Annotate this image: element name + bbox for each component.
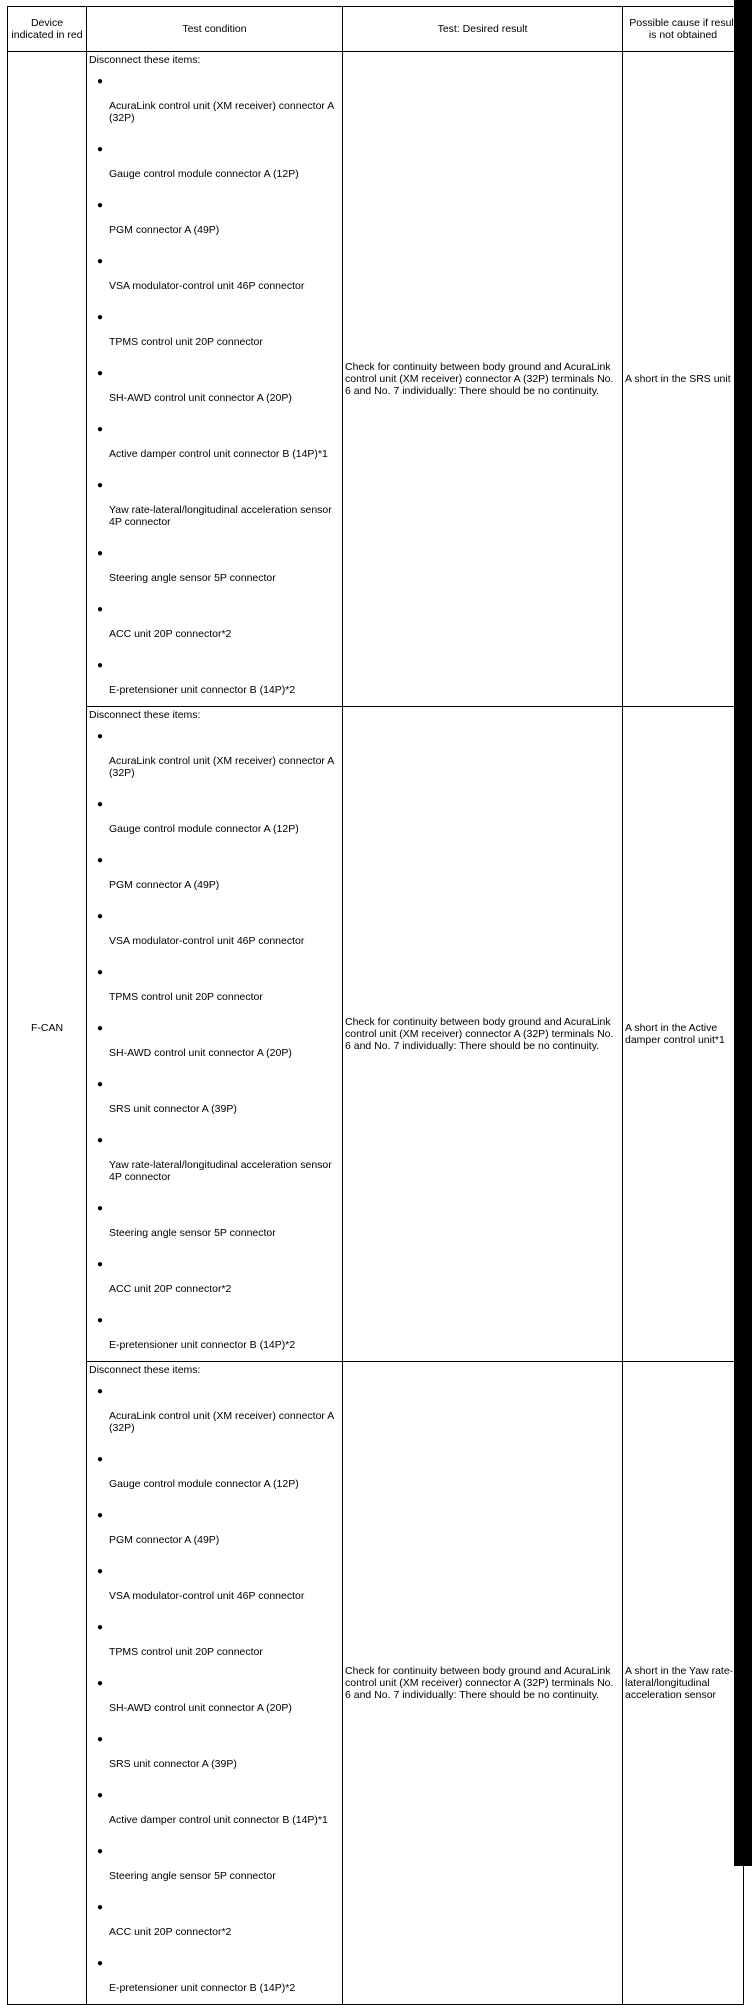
- result-cell: Check for continuity between body ground and AcuraLink control unit (XM receiver) connector A (32P) terminals No. 6 and No. 7 individually: There should be no continuity.: [343, 707, 623, 1362]
- list-item: [89, 1892, 342, 1948]
- bullet-icon: ●: [97, 1315, 104, 1326]
- item-text: SRS unit connector A (39P): [109, 1103, 237, 1115]
- item-text: E-pretensioner unit connector B (14P)*2: [109, 1982, 296, 1994]
- list-item: [89, 1249, 342, 1305]
- bullet-icon: ●: [97, 1079, 104, 1090]
- condition-cell: [87, 52, 343, 707]
- bullet-icon: ●: [97, 480, 104, 491]
- item-text: SH-AWD control unit connector A (20P): [109, 1047, 292, 1059]
- item-text: AcuraLink control unit (XM receiver) connector A (32P): [109, 100, 334, 124]
- device-cell: F-CAN: [8, 52, 87, 2005]
- list-item: [89, 721, 342, 789]
- item-text: Gauge control module connector A (12P): [109, 168, 299, 180]
- list-item: [89, 538, 342, 594]
- bullet-icon: ●: [97, 911, 104, 922]
- bullet-icon: ●: [97, 1203, 104, 1214]
- list-item: [89, 1376, 342, 1444]
- list-item: [89, 470, 342, 538]
- list-item: [89, 1668, 342, 1724]
- bullet-icon: ●: [97, 967, 104, 978]
- item-text: VSA modulator-control unit 46P connector: [109, 1590, 305, 1602]
- bullet-icon: ●: [97, 76, 104, 87]
- bullet-icon: ●: [97, 1678, 104, 1689]
- item-text: PGM connector A (49P): [109, 224, 220, 236]
- bullet-icon: ●: [97, 1259, 104, 1270]
- table-row: [8, 1362, 744, 2005]
- item-text: Steering angle sensor 5P connector: [109, 572, 276, 584]
- item-text: E-pretensioner unit connector B (14P)*2: [109, 1339, 296, 1351]
- item-text: AcuraLink control unit (XM receiver) connector A (32P): [109, 1410, 334, 1434]
- bullet-icon: ●: [97, 368, 104, 379]
- list-item: [89, 358, 342, 414]
- bullet-icon: ●: [97, 731, 104, 742]
- header-cause: Possible cause if result is not obtained: [623, 7, 744, 52]
- bullet-icon: ●: [97, 855, 104, 866]
- item-text: Gauge control module connector A (12P): [109, 823, 299, 835]
- bullet-icon: ●: [97, 312, 104, 323]
- item-text: Steering angle sensor 5P connector: [109, 1870, 276, 1882]
- bullet-icon: ●: [97, 548, 104, 559]
- list-item: [89, 1724, 342, 1780]
- condition-cell: [87, 1362, 343, 2005]
- item-text: AcuraLink control unit (XM receiver) connector A (32P): [109, 755, 334, 779]
- item-text: E-pretensioner unit connector B (14P)*2: [109, 684, 296, 696]
- bullet-icon: ●: [97, 1454, 104, 1465]
- list-item: [89, 1948, 342, 2004]
- list-item: [89, 1500, 342, 1556]
- list-item: [89, 66, 342, 134]
- disconnect-list: [89, 66, 342, 706]
- bullet-icon: ●: [97, 660, 104, 671]
- cause-cell: A short in the SRS unit: [623, 52, 744, 707]
- list-item: [89, 957, 342, 1013]
- bullet-icon: ●: [97, 1734, 104, 1745]
- item-text: Yaw rate-lateral/longitudinal acceleration sensor 4P connector: [109, 504, 332, 528]
- item-text: Active damper control unit connector B (14P)*1: [109, 448, 328, 460]
- bullet-icon: ●: [97, 1510, 104, 1521]
- list-item: [89, 1013, 342, 1069]
- list-item: [89, 650, 342, 706]
- table-row: [8, 52, 744, 707]
- item-text: TPMS control unit 20P connector: [109, 336, 263, 348]
- list-item: [89, 594, 342, 650]
- item-text: PGM connector A (49P): [109, 1534, 220, 1546]
- item-text: TPMS control unit 20P connector: [109, 991, 263, 1003]
- item-text: ACC unit 20P connector*2: [109, 628, 232, 640]
- cause-cell: A short in the Yaw rate-lateral/longitudinal acceleration sensor: [623, 1362, 744, 2005]
- list-item: [89, 1780, 342, 1836]
- list-item: [89, 246, 342, 302]
- list-item: [89, 190, 342, 246]
- disconnect-list: [89, 721, 342, 1361]
- condition-intro: Disconnect these items:: [89, 1364, 201, 1376]
- item-text: SRS unit connector A (39P): [109, 1758, 237, 1770]
- bullet-icon: ●: [97, 1846, 104, 1857]
- list-item: [89, 1556, 342, 1612]
- list-item: [89, 845, 342, 901]
- list-item: [89, 1444, 342, 1500]
- item-text: PGM connector A (49P): [109, 879, 220, 891]
- condition-intro: Disconnect these items:: [89, 54, 201, 66]
- bullet-icon: ●: [97, 799, 104, 810]
- cause-cell: A short in the Active damper control unit*1: [623, 707, 744, 1362]
- item-text: Yaw rate-lateral/longitudinal acceleration sensor 4P connector: [109, 1159, 332, 1183]
- item-text: SH-AWD control unit connector A (20P): [109, 1702, 292, 1714]
- list-item: [89, 1836, 342, 1892]
- item-text: Gauge control module connector A (12P): [109, 1478, 299, 1490]
- item-text: Active damper control unit connector B (14P)*1: [109, 1814, 328, 1826]
- bullet-icon: ●: [97, 1902, 104, 1913]
- item-text: VSA modulator-control unit 46P connector: [109, 280, 305, 292]
- bullet-icon: ●: [97, 144, 104, 155]
- item-text: TPMS control unit 20P connector: [109, 1646, 263, 1658]
- bullet-icon: ●: [97, 1566, 104, 1577]
- bullet-icon: ●: [97, 200, 104, 211]
- header-row: [8, 7, 744, 52]
- list-item: [89, 134, 342, 190]
- disconnect-list: [89, 1376, 342, 2004]
- list-item: [89, 1125, 342, 1193]
- result-cell: Check for continuity between body ground and AcuraLink control unit (XM receiver) connector A (32P) terminals No. 6 and No. 7 individually: There should be no continuity.: [343, 52, 623, 707]
- list-item: [89, 1612, 342, 1668]
- item-text: SH-AWD control unit connector A (20P): [109, 392, 292, 404]
- item-text: ACC unit 20P connector*2: [109, 1283, 232, 1295]
- list-item: [89, 1069, 342, 1125]
- list-item: [89, 414, 342, 470]
- bullet-icon: ●: [97, 1135, 104, 1146]
- bullet-icon: ●: [97, 424, 104, 435]
- bullet-icon: ●: [97, 604, 104, 615]
- bullet-icon: ●: [97, 1958, 104, 1969]
- bullet-icon: ●: [97, 1023, 104, 1034]
- list-item: [89, 901, 342, 957]
- condition-cell: [87, 707, 343, 1362]
- header-result: Test: Desired result: [343, 7, 623, 52]
- header-device: Device indicated in red: [8, 7, 87, 52]
- condition-intro: Disconnect these items:: [89, 709, 201, 721]
- item-text: Steering angle sensor 5P connector: [109, 1227, 276, 1239]
- list-item: [89, 1305, 342, 1361]
- header-condition: Test condition: [87, 7, 343, 52]
- bullet-icon: ●: [97, 256, 104, 267]
- table-row: [8, 707, 744, 1362]
- diagnostic-table: [7, 6, 744, 2005]
- bullet-icon: ●: [97, 1622, 104, 1633]
- result-cell: Check for continuity between body ground and AcuraLink control unit (XM receiver) connector A (32P) terminals No. 6 and No. 7 individually: There should be no continuity.: [343, 1362, 623, 2005]
- item-text: ACC unit 20P connector*2: [109, 1926, 232, 1938]
- bullet-icon: ●: [97, 1790, 104, 1801]
- bullet-icon: ●: [97, 1386, 104, 1397]
- list-item: [89, 1193, 342, 1249]
- list-item: [89, 302, 342, 358]
- list-item: [89, 789, 342, 845]
- item-text: VSA modulator-control unit 46P connector: [109, 935, 305, 947]
